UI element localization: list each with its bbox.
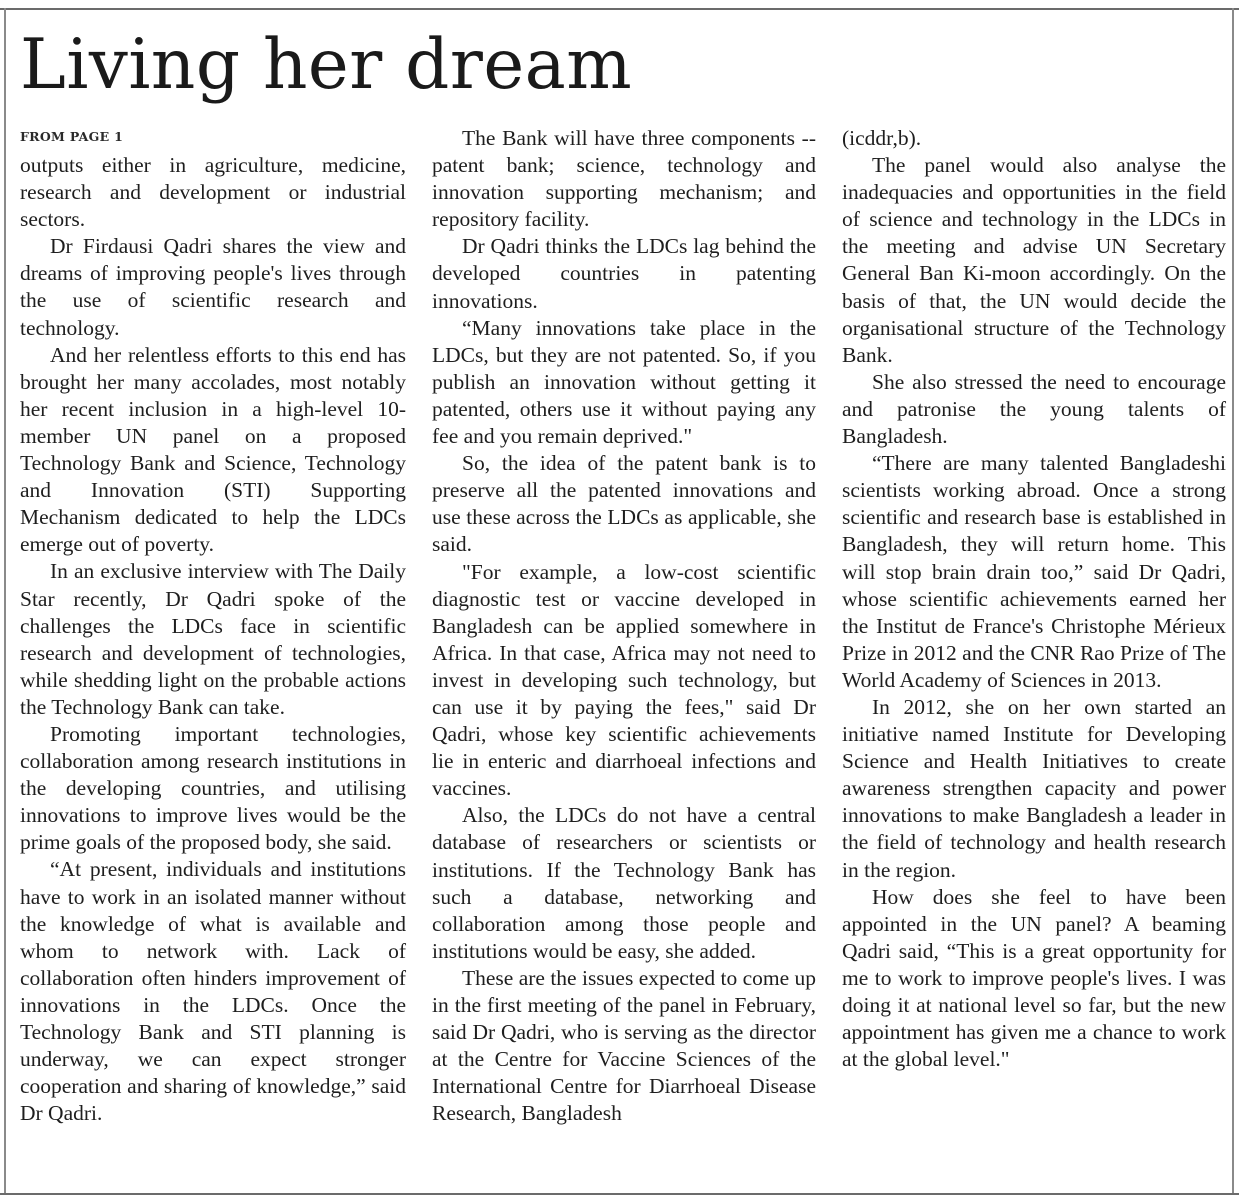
right-border xyxy=(1232,8,1234,1193)
paragraph: So, the idea of the patent bank is to preserve all the patented innovations and use these across the LDCs as applicable, she said. xyxy=(432,451,816,557)
headline: Living her dream xyxy=(20,25,633,105)
article-column-3 xyxy=(842,125,1226,1073)
article-column-1 xyxy=(20,152,406,1127)
continuation-label: FROM PAGE 1 xyxy=(20,129,124,144)
paragraph: The panel would also analyse the inadequacies and opportunities in the field of science and technology in the LDCs in the meeting and advise UN Secretary General Ban Ki-moon accordingly. On the basis of that, the UN would decide the organisational structure of the Technology Bank. xyxy=(842,153,1226,367)
paragraph: In 2012, she on her own started an initiative named Institute for Developing Science and Health Initiatives to create awareness strengthen capacity and power innovations to make Bangladesh a leader in the field of technology and health research in the region. xyxy=(842,694,1226,882)
paragraph: In an exclusive interview with The Daily Star recently, Dr Qadri spoke of the challenges the LDCs face in scientific research and development of technologies, while shedding light on the probable actions the Technology Bank can take. xyxy=(20,559,406,719)
paragraph: Dr Qadri thinks the LDCs lag behind the developed countries in patenting innovations. xyxy=(432,234,816,313)
paragraph: These are the issues expected to come up in the first meeting of the panel in February, said Dr Qadri, who is serving as the director at the Centre for Vaccine Sciences of the International Centre for Diarrhoeal Disease Research, Bangladesh xyxy=(432,965,817,1126)
top-border xyxy=(0,8,1239,10)
paragraph: “At present, individuals and institutions have to work in an isolated manner without the knowledge of what is available and whom to network with. Lack of collaboration often hinders improvement of innovations in the LDCs. Once the Technology Bank and STI planning is underway, we can expect stronger cooperation and sharing of knowledge,” said Dr Qadri. xyxy=(20,857,406,1126)
left-border xyxy=(4,8,6,1193)
paragraph: And her relentless efforts to this end has brought her many accolades, most notably her recent inclusion in a high-level 10-member UN panel on a proposed Technology Bank and Science, Technology and Innovation (STI) Supporting Mechanism dedicated to help the LDCs emerge out of poverty. xyxy=(20,342,406,557)
bottom-border xyxy=(0,1193,1239,1195)
paragraph: She also stressed the need to encourage and patronise the young talents of Bangladesh. xyxy=(842,369,1226,449)
paragraph: Dr Firdausi Qadri shares the view and dreams of improving people's lives through the use of scientific research and technology. xyxy=(20,234,406,340)
paragraph: “There are many talented Bangladeshi scientists working abroad. Once a strong scientific and research base is established in Bangladesh, they will return home. This will stop brain drain too,” said Dr Qadri, whose scientific achievements earned her the Institut de France's Christophe Mérieux Prize in 2012 and the CNR Rao Prize of The World Academy of Sciences in 2013. xyxy=(842,451,1226,692)
article-column-2 xyxy=(432,125,816,1127)
paragraph: outputs either in agriculture, medicine, research and development or industrial sectors. xyxy=(20,153,406,232)
paragraph: (icddr,b). xyxy=(842,126,922,150)
paragraph: How does she feel to have been appointed in the UN panel? A beaming Qadri said, “This is a great opportunity for me to work to improve people's lives. I was doing it at national level so far, but the new appointment has given me a chance to work at the global level." xyxy=(842,884,1226,1072)
paragraph: The Bank will have three components -- patent bank; science, technology and innovation supporting mechanism; and repository facility. xyxy=(432,126,816,232)
paragraph: Also, the LDCs do not have a central database of researchers or scientists or institutions. If the Technology Bank has such a database, networking and collaboration among those people and institutions would be easy, she added. xyxy=(432,803,816,963)
paragraph: “Many innovations take place in the LDCs, but they are not patented. So, if you publish an innovation without getting it patented, others use it without paying any fee and you remain deprived." xyxy=(432,315,816,449)
paragraph: Promoting important technologies, collaboration among research institutions in the developing countries, and utilising innovations to improve lives would be the prime goals of the proposed body, she said. xyxy=(20,721,406,855)
paragraph: "For example, a low-cost scientific diagnostic test or vaccine developed in Bangladesh can be applied somewhere in Africa. In that case, Africa may not need to invest in developing such technology, but can use it by paying the fees," said Dr Qadri, whose key scientific achievements lie in enteric and diarrhoeal infections and vaccines. xyxy=(432,559,816,801)
